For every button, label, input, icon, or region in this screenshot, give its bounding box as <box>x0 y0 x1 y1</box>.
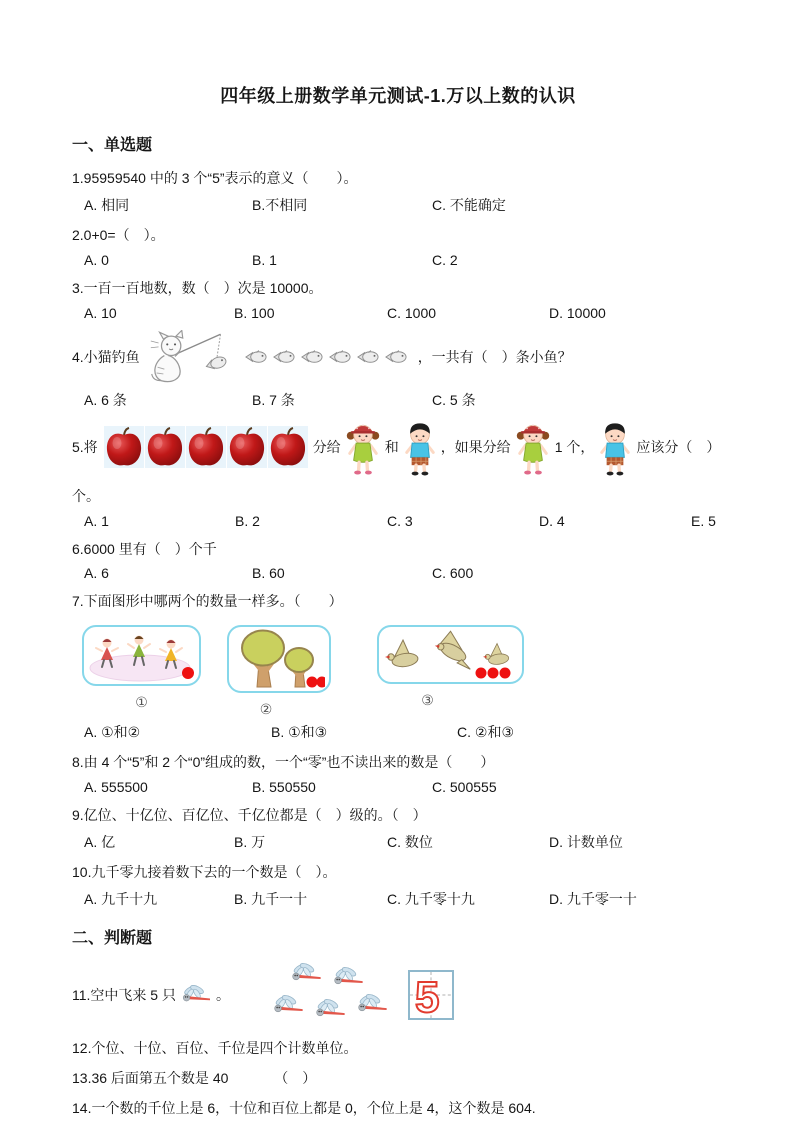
question-1 <box>72 169 724 188</box>
question-11 <box>72 962 724 1028</box>
option: C. 2 <box>432 251 458 268</box>
fish-row-illustration <box>244 349 412 365</box>
girl-illustration <box>346 419 380 476</box>
option: C. 九千零十九 <box>387 891 475 908</box>
fish-icon <box>300 349 323 365</box>
question-text: 10.九千零九接着数下去的一个数是（ ）。 <box>72 864 337 881</box>
cat-fishing-illustration <box>145 330 237 384</box>
option: A. ①和② <box>84 724 141 741</box>
boy-illustration <box>599 419 631 476</box>
question-text: 4.小猫钓鱼 <box>72 348 140 365</box>
question-text: 9.亿位、十亿位、百亿位、千亿位都是（ ）级的。（ ） <box>72 807 427 824</box>
question-text: 个。 <box>72 487 100 504</box>
question-text: 6.6000 里有（ ）个千 <box>72 540 217 557</box>
option: C. 600 <box>432 565 474 582</box>
red-counting-dot <box>182 667 194 679</box>
red-counting-dot <box>317 677 326 688</box>
q6-options <box>72 565 724 581</box>
question-8 <box>72 753 724 772</box>
option: C. 不能确定 <box>432 196 506 213</box>
apple-icon <box>104 426 144 468</box>
q5-options <box>72 513 724 529</box>
fish-icon <box>272 349 295 365</box>
q8-options <box>72 779 724 795</box>
picture-frame <box>377 625 524 684</box>
question-14 <box>72 1099 724 1118</box>
picture-label: ① <box>135 694 148 711</box>
option: B. 1 <box>252 251 277 268</box>
question-text: 8.由 4 个“5”和 2 个“0”组成的数，一个“零”也不读出来的数是（ ） <box>72 754 495 771</box>
question-text: 1.95959540 中的 3 个“5”表示的意义（ ）。 <box>72 170 358 186</box>
fish-icon <box>384 349 407 365</box>
question-text: 和 <box>384 439 399 456</box>
option: A. 九千十九 <box>84 891 158 908</box>
question-text: 12.个位、十位、百位、千位是四个计数单位。 <box>72 1040 358 1057</box>
apple-icon <box>186 426 226 468</box>
answer-blank: （ ） <box>274 1069 317 1086</box>
question-6 <box>72 540 724 559</box>
page-title: 四年级上册数学单元测试-1.万以上数的认识 <box>220 86 576 106</box>
option: B. 100 <box>234 304 275 321</box>
question-12 <box>72 1039 724 1058</box>
red-counting-dot <box>307 677 318 688</box>
apple-icon <box>227 426 267 468</box>
question-text: 11.空中飞来 5 只 <box>72 987 176 1004</box>
question-13 <box>72 1069 724 1088</box>
question-text: 13.36 后面第五个数是 40 <box>72 1069 229 1086</box>
option: D. 10000 <box>549 304 606 321</box>
option: C. 500555 <box>432 779 497 796</box>
q7-picture-1 <box>82 625 201 711</box>
girl-illustration <box>516 419 550 476</box>
question-text: 1 个， <box>554 439 595 456</box>
option: C. 1000 <box>387 304 437 321</box>
trees-illustration <box>233 629 325 689</box>
red-counting-dot <box>488 667 499 678</box>
q7-options <box>72 722 724 742</box>
question-text: ，一共有（ ）条小鱼？ <box>417 348 572 365</box>
apple-icon <box>268 426 308 468</box>
picture-frame <box>227 625 331 693</box>
option: B. 60 <box>252 565 285 582</box>
option: C. 3 <box>387 512 413 529</box>
option: D. 计数单位 <box>549 834 623 851</box>
question-5 <box>72 419 724 476</box>
option: B. 7 条 <box>252 391 295 408</box>
fish-icon <box>356 349 379 365</box>
question-10 <box>72 863 724 882</box>
apple-row-illustration <box>104 426 309 468</box>
picture-label: ③ <box>421 692 434 709</box>
option: B.不相同 <box>252 196 308 213</box>
dragonfly-icon <box>181 984 211 1006</box>
apple-icon <box>145 426 185 468</box>
option: C. ②和③ <box>457 724 514 741</box>
boy-illustration <box>404 419 436 476</box>
option: B. 九千一十 <box>234 891 308 908</box>
q10-options <box>72 889 724 909</box>
red-counting-dot <box>500 667 511 678</box>
dragonfly-group-illustration <box>270 962 388 1028</box>
q1-options <box>72 195 724 215</box>
section-heading-multiple-choice: 一、单选题 <box>72 137 153 154</box>
q9-options <box>72 832 724 852</box>
question-9 <box>72 806 724 825</box>
option: A. 0 <box>84 251 109 268</box>
red-counting-dot <box>476 667 487 678</box>
option: B. 万 <box>234 834 266 851</box>
section-heading-true-false: 二、判断题 <box>72 930 153 948</box>
option: A. 555500 <box>84 779 148 796</box>
q2-options <box>72 252 724 268</box>
question-5-continued <box>72 487 724 506</box>
fish-icon <box>328 349 351 365</box>
option: A. 相同 <box>84 196 130 213</box>
question-text: 分给 <box>312 439 341 456</box>
option: A. 6 <box>84 565 109 582</box>
q4-options <box>72 390 724 410</box>
digit-writing-grid-illustration <box>408 970 454 1020</box>
question-text: 。 <box>216 987 230 1004</box>
question-text: 5.将 <box>72 439 98 456</box>
question-7 <box>72 592 724 611</box>
question-text: 3.一百一百地数，数（ ）次是 10000。 <box>72 279 323 296</box>
q7-picture-2 <box>201 625 331 718</box>
question-2 <box>72 226 724 245</box>
option: C. 数位 <box>387 834 433 851</box>
question-4 <box>72 330 724 384</box>
question-text: 应该分（ ） <box>636 439 721 456</box>
option: E. 5 <box>691 512 716 529</box>
option: B. ①和③ <box>271 724 328 741</box>
q7-picture-row <box>82 625 724 718</box>
question-3 <box>72 279 724 298</box>
q7-picture-3 <box>331 625 524 709</box>
question-text: 14.一个数的千位上是 6，十位和百位上都是 0，个位上是 4，这个数是 604. <box>72 1099 536 1116</box>
option: B. 2 <box>235 512 260 529</box>
question-text: ，如果分给 <box>440 439 511 456</box>
option: A. 6 条 <box>84 391 127 408</box>
option: B. 550550 <box>252 779 316 796</box>
option: A. 1 <box>84 512 109 529</box>
option: A. 10 <box>84 304 117 321</box>
q3-options <box>72 305 724 321</box>
flying-geese-illustration <box>383 630 518 680</box>
option: A. 亿 <box>84 834 116 851</box>
picture-frame <box>82 625 201 686</box>
dancing-children-illustration <box>87 630 197 682</box>
option: D. 九千零一十 <box>549 891 637 908</box>
picture-label: ② <box>259 701 273 718</box>
fish-icon <box>244 349 267 365</box>
option: C. 5 条 <box>432 391 476 408</box>
traced-digit: 5 <box>415 973 440 1021</box>
question-text: 7.下面图形中哪两个的数量一样多。（ ） <box>72 593 343 610</box>
question-text: 2.0+0=（ ）。 <box>72 226 165 243</box>
option: D. 4 <box>539 512 565 529</box>
